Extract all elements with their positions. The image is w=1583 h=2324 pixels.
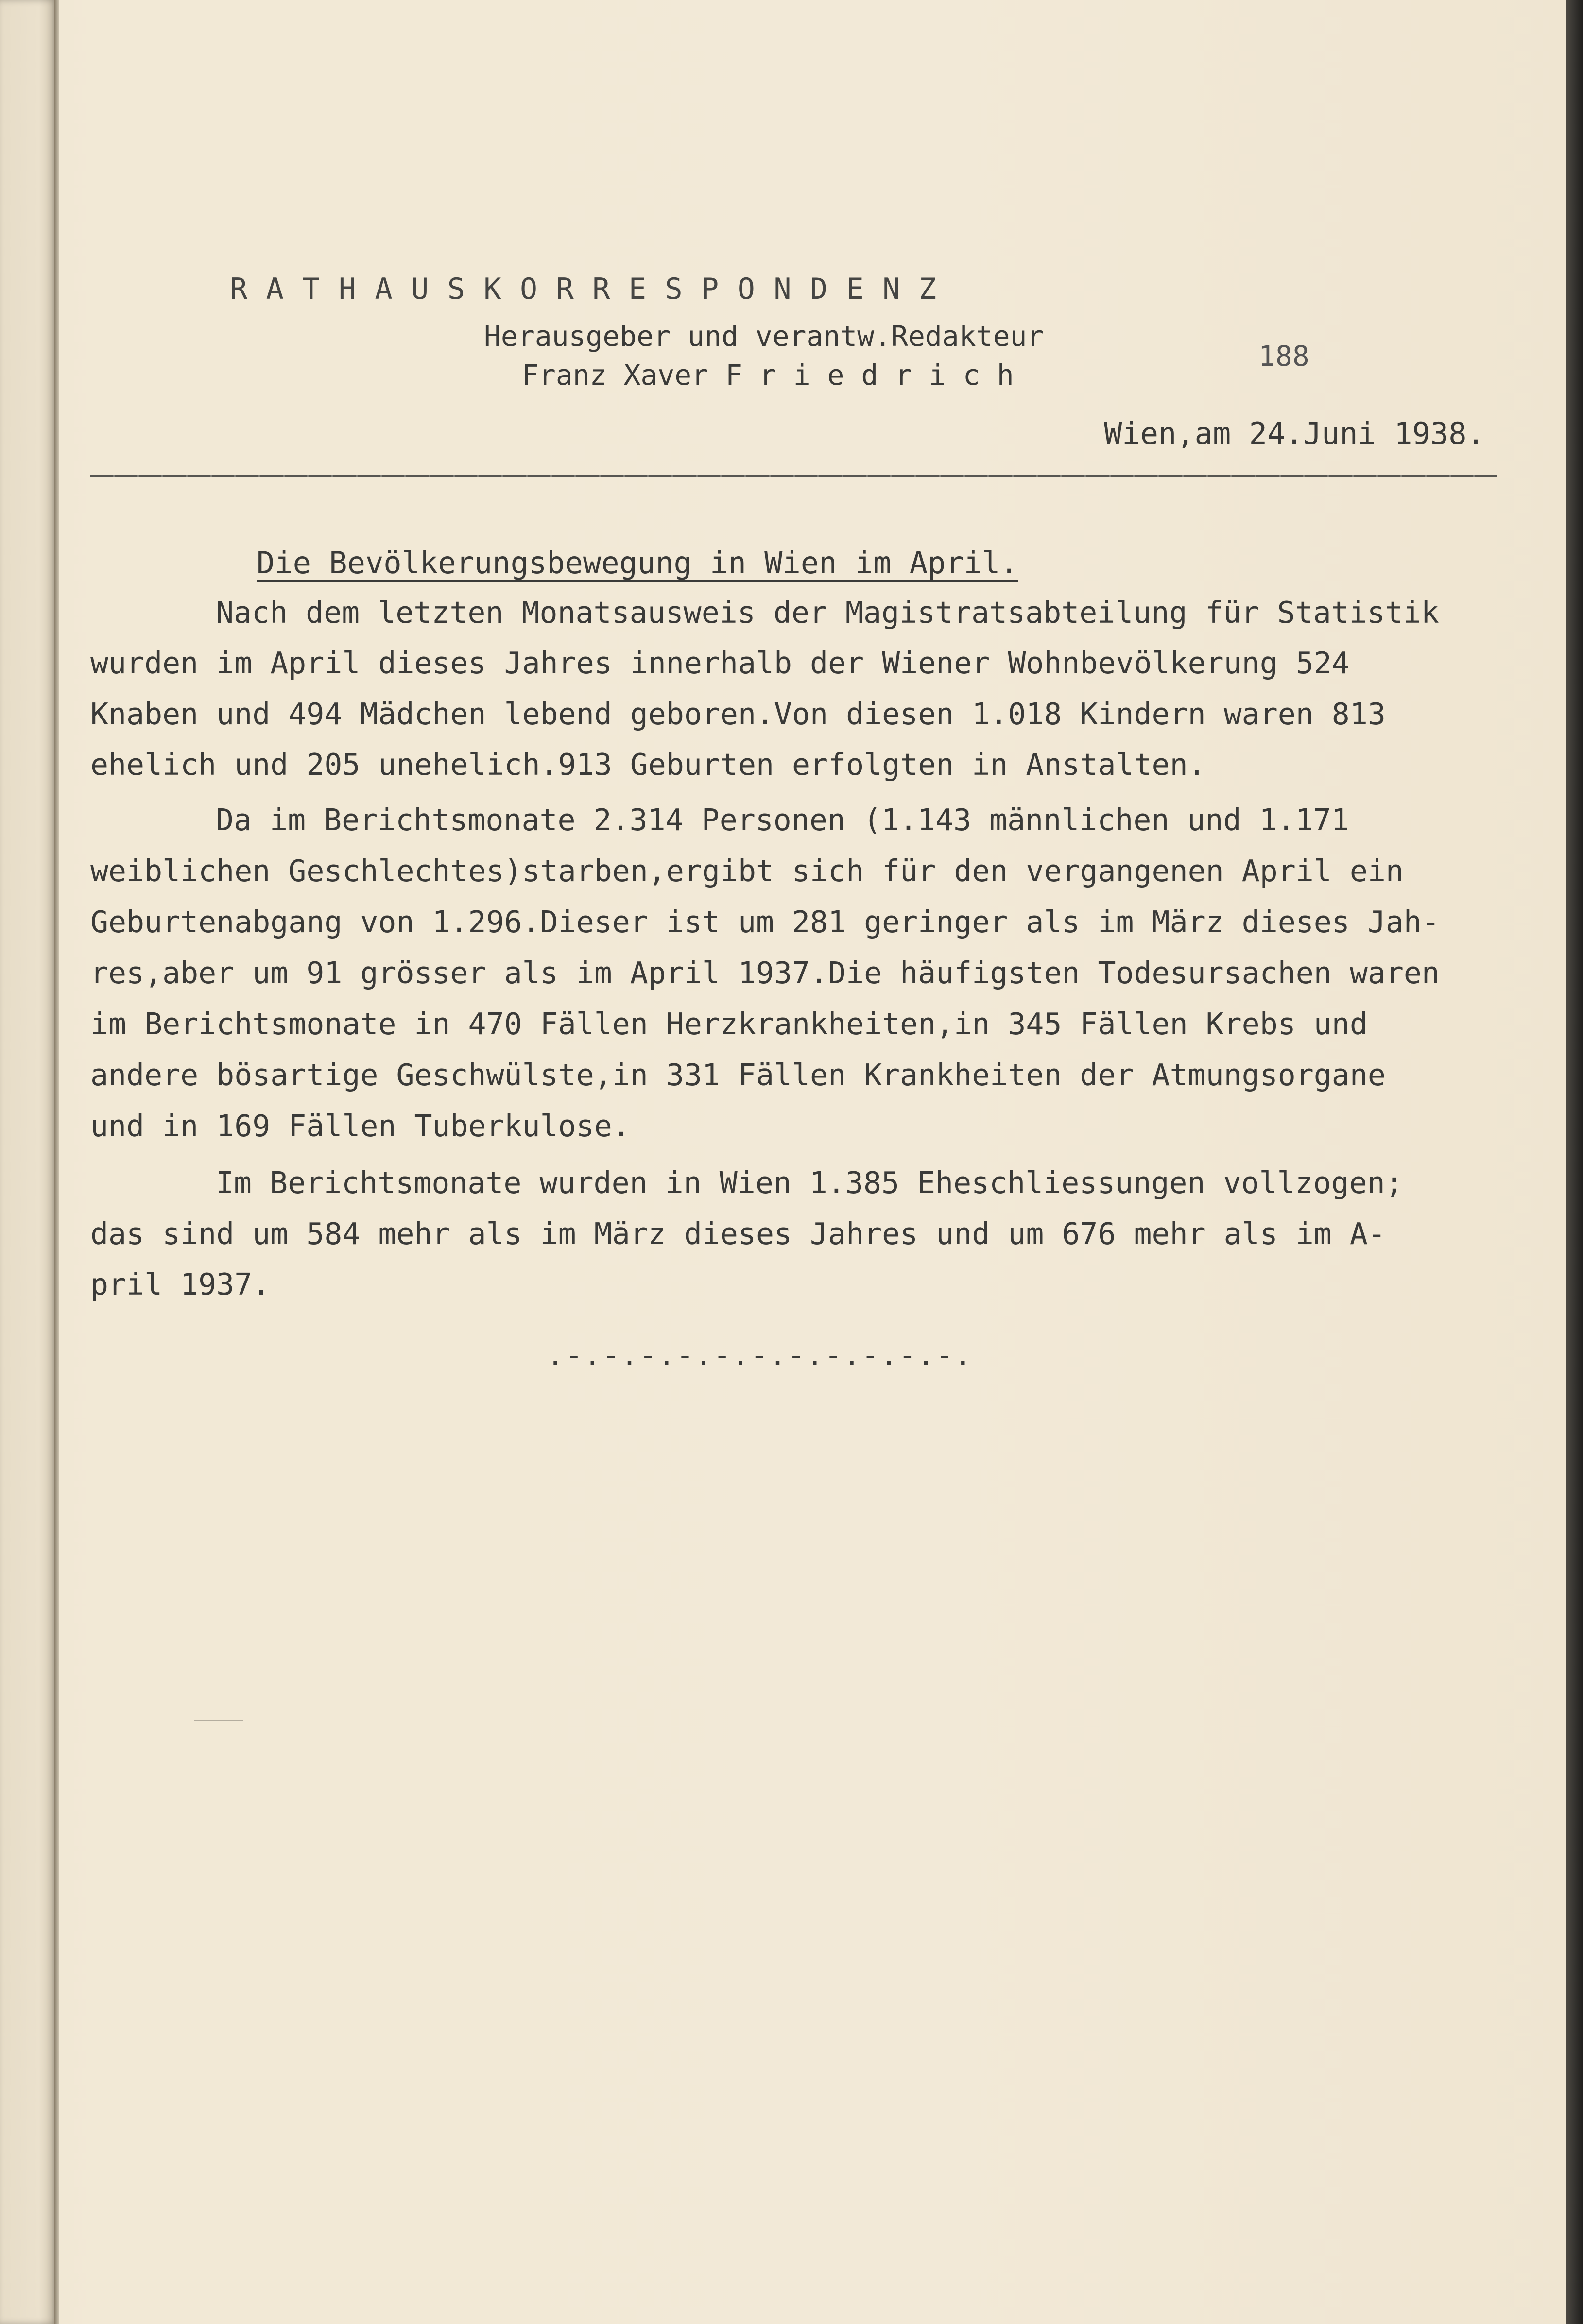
body-line: das sind um 584 mehr als im März dieses Jahres und um 676 mehr als im A-	[90, 1216, 1386, 1251]
dateline: Wien,am 24.Juni 1938.	[1104, 416, 1485, 451]
facing-page-edge	[0, 0, 56, 2324]
body-line: im Berichtsmonate in 470 Fällen Herzkrankheiten,in 345 Fällen Krebs und	[90, 1007, 1368, 1042]
body-line: res,aber um 91 grösser als im April 1937.Die häufigsten Todesursachen waren	[90, 956, 1440, 991]
masthead: RATHAUSKORRESPONDENZ	[230, 272, 955, 306]
article-heading: Die Bevölkerungsbewegung in Wien im April.	[257, 545, 1018, 581]
body-line: Geburtenabgang von 1.296.Dieser ist um 281 geringer als im März dieses Jah-	[90, 905, 1440, 940]
body-line: Im Berichtsmonate wurden in Wien 1.385 Eheschliessungen vollzogen;	[216, 1165, 1403, 1200]
publisher-line: Herausgeber und verantw.Redakteur	[484, 320, 1044, 353]
body-line: Nach dem letzten Monatsausweis der Magistratsabteilung für Statistik	[216, 595, 1439, 630]
body-line: andere bösartige Geschwülste,in 331 Fällen Krankheiten der Atmungsorgane	[90, 1058, 1386, 1093]
binding-gutter	[54, 0, 59, 2324]
body-line: ehelich und 205 unehelich.913 Geburten erfolgten in Anstalten.	[90, 747, 1206, 782]
body-line: und in 169 Fällen Tuberkulose.	[90, 1109, 630, 1144]
end-mark: .-.-.-.-.-.-.-.-.-.-.-.	[547, 1338, 973, 1372]
page-edge-shadow	[1566, 0, 1583, 2324]
page-number: 188	[1258, 340, 1309, 373]
body-line: wurden im April dieses Jahres innerhalb der Wiener Wohnbevölkerung 524	[90, 646, 1350, 681]
body-line: weiblichen Geschlechtes)starben,ergibt sich für den vergangenen April ein	[90, 854, 1404, 889]
editor-line: Franz Xaver F r i e d r i c h	[522, 359, 1014, 392]
body-line: Knaben und 494 Mädchen lebend geboren.Von diesen 1.018 Kindern waren 813	[90, 697, 1386, 732]
header-rule	[90, 475, 1497, 477]
body-line: Da im Berichtsmonate 2.314 Personen (1.143 männlichen und 1.171	[216, 803, 1349, 837]
body-line: pril 1937.	[90, 1267, 271, 1302]
ink-smudge	[194, 1720, 243, 1721]
